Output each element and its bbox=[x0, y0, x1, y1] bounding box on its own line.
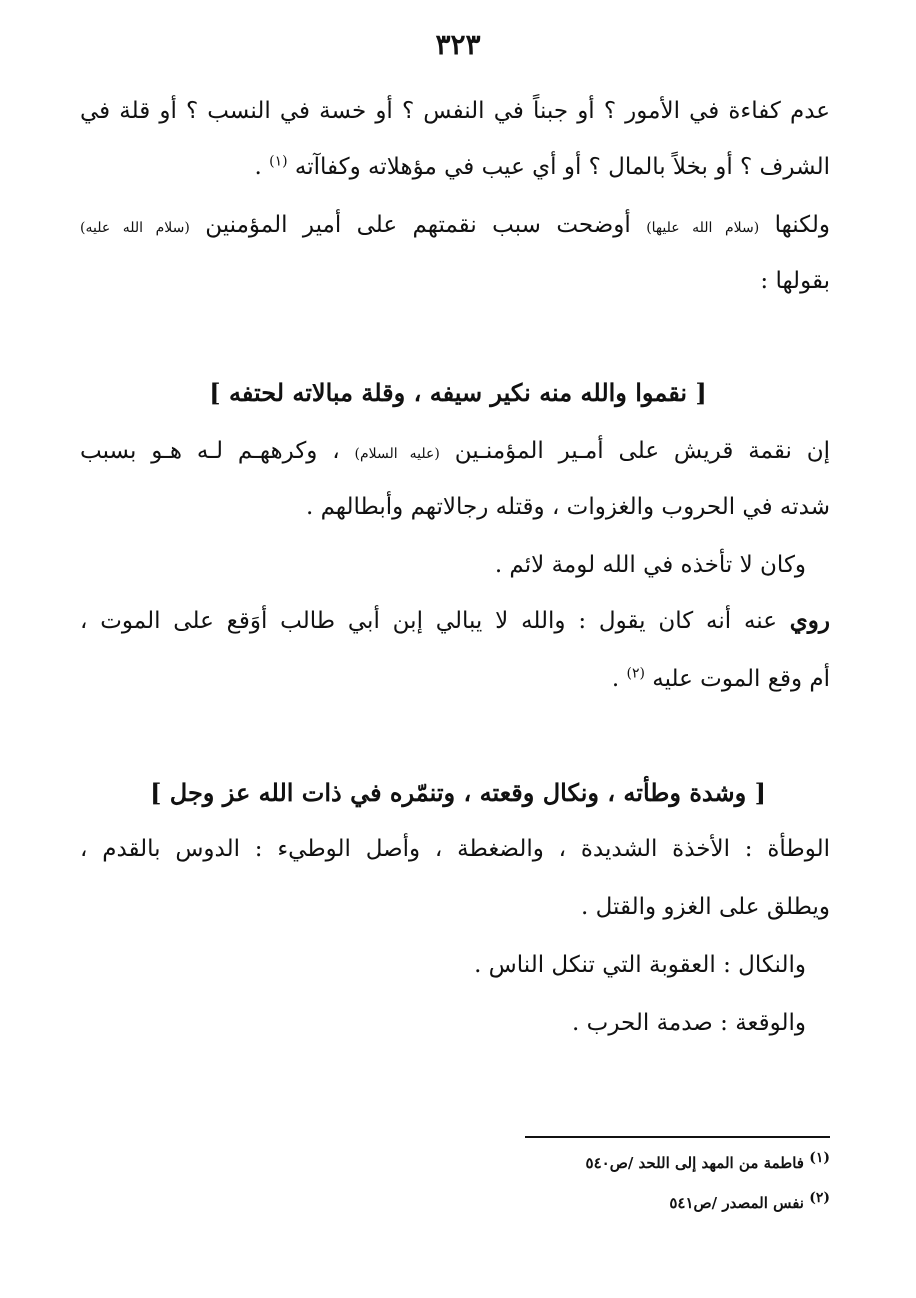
section-heading-2: [ وشدة وطأته ، ونكال وقعته ، وتنمّره في ذات الله عز وجل ] bbox=[150, 778, 766, 807]
paragraph-2-line-1 bbox=[80, 210, 830, 243]
section-1-line-4 bbox=[80, 606, 830, 636]
paragraph-2-part-1: ولكنها bbox=[774, 212, 830, 238]
paragraph-2-part-2: أوضحت سبب نقمتهم على أمير المؤمنين bbox=[205, 212, 631, 238]
paragraph-2-line-2: بقولها : bbox=[760, 268, 830, 294]
section-1-line-1-part-2: ، وكرههـم لـه هـو بسبب bbox=[80, 438, 340, 464]
section-2-line-1: الوطأة : الأخذة الشديدة ، والضغطة ، وأصل الوطيء : الدوس بالقدم ، bbox=[80, 836, 830, 862]
paragraph-1-line-2 bbox=[80, 152, 830, 182]
footnote-2-text: نفس المصدر /ص٥٤١ bbox=[669, 1194, 804, 1212]
section-1-line-2: شدته في الحروب والغزوات ، وقتله رجالاتهم وأبطالهم . bbox=[305, 494, 830, 520]
section-1-line-5-end: . bbox=[611, 666, 620, 692]
section-1-line-5-text: أم وقع الموت عليه bbox=[652, 666, 830, 692]
footnote-divider bbox=[525, 1136, 830, 1138]
page-number: ٣٢٣ bbox=[435, 28, 481, 61]
paragraph-1-line-2-end: . bbox=[254, 154, 262, 180]
section-1-line-1-part-1: إن نقمة قريش على أمـير المؤمنـين bbox=[454, 438, 831, 464]
section-2-line-3: والنكال : العقوبة التي تنكل الناس . bbox=[474, 952, 806, 978]
section-1-line-1 bbox=[80, 436, 830, 469]
footnote-2 bbox=[430, 1190, 830, 1212]
footnote-ref-1: (١) bbox=[269, 153, 288, 170]
section-1-line-5 bbox=[80, 664, 830, 694]
section-2-line-4: والوقعة : صدمة الحرب . bbox=[572, 1010, 806, 1036]
section-1-honorific: (عليه السلام) bbox=[354, 446, 440, 462]
footnote-1-text: فاطمة من المهد إلى اللحد /ص٥٤٠ bbox=[585, 1154, 804, 1172]
section-heading-1: [ نقموا والله منه نكير سيفه ، وقلة مبالاته لحتفه ] bbox=[209, 378, 707, 407]
section-2-line-2: ويطلق على الغزو والقتل . bbox=[580, 894, 830, 920]
section-1-line-4-bold: روي bbox=[789, 607, 831, 634]
honorific-1: (سلام الله عليها) bbox=[646, 220, 760, 236]
footnote-1-marker: (١) bbox=[809, 1150, 830, 1166]
footnote-ref-2: (٢) bbox=[626, 665, 645, 682]
section-1-line-3: وكان لا تأخذه في الله لومة لائم . bbox=[494, 552, 806, 578]
section-1-line-4-rest: عنه أنه كان يقول : والله لا يبالي إبن أبي طالب أوَقع على الموت ، bbox=[80, 608, 777, 634]
honorific-2: (سلام الله عليه) bbox=[80, 220, 190, 236]
paragraph-1-line-2-text: الشرف ؟ أو بخلاً بالمال ؟ أو أي عيب في مؤهلاته وكفاآته bbox=[294, 154, 830, 180]
footnote-2-marker: (٢) bbox=[809, 1190, 830, 1206]
footnote-1 bbox=[430, 1150, 830, 1172]
paragraph-1-line-1: عدم كفاءة في الأمور ؟ أو جبناً في النفس ؟ أو خسة في النسب ؟ أو قلة في bbox=[80, 98, 830, 124]
